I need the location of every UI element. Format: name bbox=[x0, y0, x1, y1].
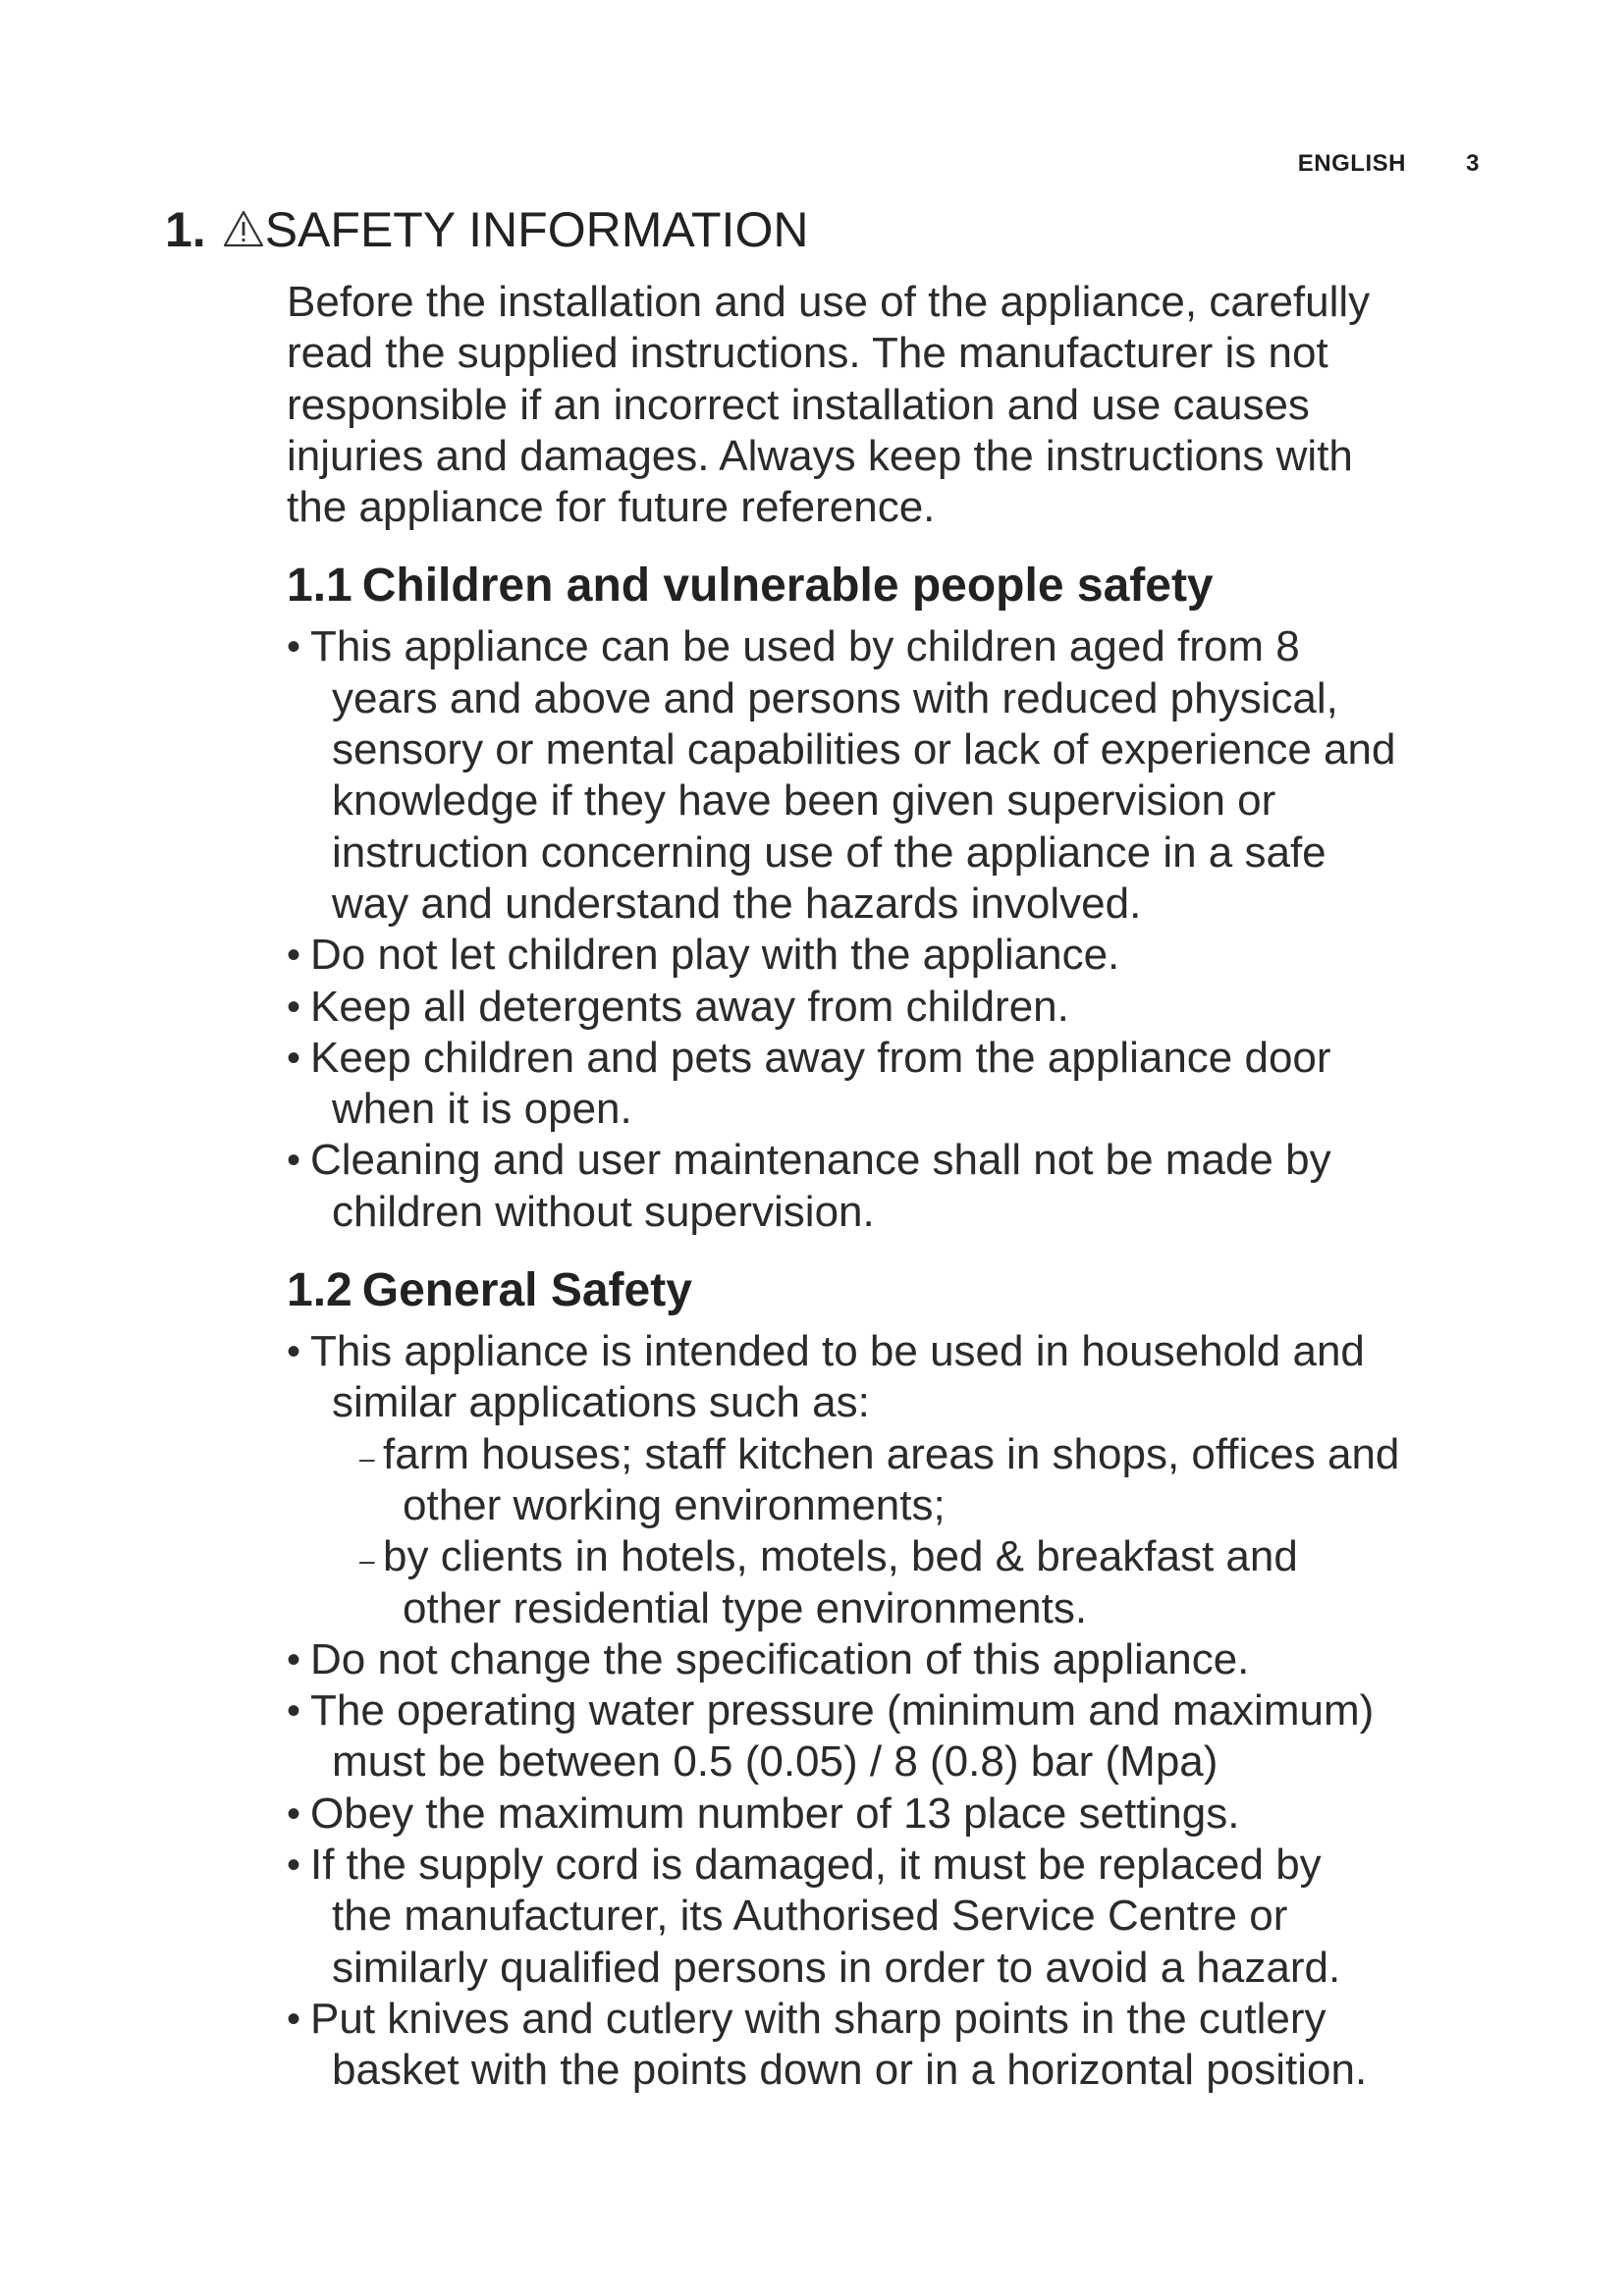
page-number: 3 bbox=[1466, 150, 1480, 177]
list-item: • Obey the maximum number of 13 place settings. bbox=[287, 1789, 1504, 1840]
list-item: • Do not change the specification of this appliance. bbox=[287, 1634, 1504, 1685]
warning-icon bbox=[222, 209, 265, 248]
list-item: • Keep children and pets away from the appliance door when it is open. bbox=[287, 1033, 1504, 1136]
section-title-text: Children and vulnerable people safety bbox=[361, 560, 1214, 613]
general-safety-list bbox=[287, 1326, 1504, 2096]
language-label: ENGLISH bbox=[1297, 150, 1406, 177]
intro-line: read the supplied instructions. The manufacturer is not bbox=[287, 329, 1328, 378]
intro-paragraph bbox=[287, 277, 1504, 533]
list-item: • If the supply cord is damaged, it must be replaced by the manufacturer, its Authorised Service Centre or similarly qualified persons in order to avoid a hazard. bbox=[287, 1840, 1504, 1994]
sub-list-item: – farm houses; staff kitchen areas in shops, offices and other working environments; bbox=[359, 1429, 1504, 1532]
list-item: • Put knives and cutlery with sharp points in the cutlery basket with the points down or in a horizontal position. bbox=[287, 1994, 1504, 2097]
list-item: • The operating water pressure (minimum and maximum) must be between 0.5 (0.05) / 8 (0.8) bar (Mpa) bbox=[287, 1685, 1504, 1789]
list-item: • Keep all detergents away from children. bbox=[287, 982, 1504, 1033]
title-text: SAFETY INFORMATION bbox=[264, 202, 809, 257]
list-item: • This appliance can be used by children aged from 8 years and above and persons with reduced physical, sensory or mental capabilities or lack of experience and knowledge if they have been given supervision or instruction concerning use of the appliance in a safe way and understand the hazards involved. bbox=[287, 621, 1504, 930]
list-item: • Cleaning and user maintenance shall not be made by children without supervision. bbox=[287, 1135, 1504, 1238]
sub-list bbox=[310, 1429, 1504, 1634]
intro-line: the appliance for future reference. bbox=[287, 483, 936, 532]
section-number: 1.2 bbox=[287, 1264, 352, 1317]
intro-line: responsible if an incorrect installation and use causes bbox=[287, 380, 1310, 429]
sub-list-item: – by clients in hotels, motels, bed & breakfast and other residential type environments. bbox=[359, 1531, 1504, 1634]
section-1-2-heading bbox=[287, 1261, 1504, 1320]
section-title-text: General Safety bbox=[361, 1264, 692, 1317]
intro-line: Before the installation and use of the appliance, carefully bbox=[287, 278, 1371, 326]
title-number: 1. bbox=[165, 202, 206, 257]
intro-line: injuries and damages. Always keep the instructions with bbox=[287, 431, 1353, 480]
page-title bbox=[165, 200, 808, 259]
page-header bbox=[1298, 150, 1480, 178]
main-content bbox=[287, 277, 1504, 2097]
section-1-1-heading bbox=[287, 557, 1504, 615]
list-item: • Do not let children play with the appliance. bbox=[287, 930, 1504, 981]
section-number: 1.1 bbox=[287, 560, 352, 613]
children-safety-list bbox=[287, 621, 1504, 1238]
list-item: • This appliance is intended to be used in household and similar applications such as: – farm houses; staff kitchen areas in shops, offices and other working environments; – by clients in hotels, motels, bed & breakfast and other residential type environments. bbox=[287, 1326, 1504, 1634]
